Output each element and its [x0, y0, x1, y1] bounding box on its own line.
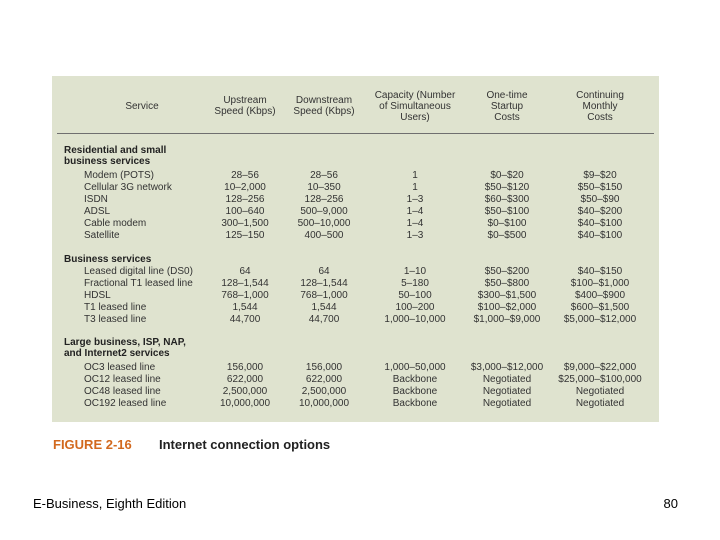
- table-cell: 622,000: [305, 374, 343, 385]
- table-row: [52, 374, 659, 386]
- table-row: [52, 170, 659, 182]
- table-cell: T1 leased line: [84, 302, 147, 313]
- table-cell: OC48 leased line: [84, 386, 161, 397]
- table-cell: T3 leased line: [84, 314, 147, 325]
- table-cell: 5–180: [401, 278, 429, 289]
- table-cell: 64: [239, 266, 251, 277]
- table-cell: 1,544: [311, 302, 337, 313]
- table-cell: 50–100: [398, 290, 432, 301]
- table-cell: 2,500,000: [301, 386, 347, 397]
- group-title: Business services: [64, 254, 152, 265]
- table-cell: 1,000–10,000: [384, 314, 446, 325]
- table-cell: Backbone: [392, 374, 438, 385]
- connection-options-table: [52, 76, 659, 422]
- col-head-upstream-label: Upstream Speed (Kbps): [214, 95, 276, 117]
- table-cell: 100–200: [395, 302, 435, 313]
- page-number: 80: [663, 496, 678, 511]
- table-cell: 156,000: [305, 362, 343, 373]
- table-cell: 28–56: [231, 170, 259, 181]
- table-cell: 44,700: [308, 314, 340, 325]
- table-cell: 100–640: [225, 206, 265, 217]
- table-cell: $50–$200: [484, 266, 530, 277]
- table-cell: 400–500: [304, 230, 344, 241]
- table-cell: $300–$1,500: [477, 290, 537, 301]
- table-cell: $25,000–$100,000: [558, 374, 642, 385]
- table-cell: $50–$150: [577, 182, 623, 193]
- col-head-monthly: [560, 86, 640, 126]
- table-cell: $9,000–$22,000: [563, 362, 637, 373]
- table-cell: $50–$800: [484, 278, 530, 289]
- table-cell: Negotiated: [482, 398, 532, 409]
- table-row: [52, 230, 659, 242]
- table-row: [52, 314, 659, 326]
- table-cell: $0–$20: [490, 170, 524, 181]
- table-cell: 1: [412, 170, 418, 181]
- col-head-service-label: Service: [125, 100, 159, 112]
- table-cell: 10,000,000: [219, 398, 271, 409]
- table-cell: Cable modem: [84, 218, 147, 229]
- header-divider: [57, 133, 654, 134]
- table-cell: Satellite: [84, 230, 120, 241]
- table-row: [52, 398, 659, 410]
- table-cell: 1–4: [406, 218, 424, 229]
- table-cell: $1,000–$9,000: [473, 314, 541, 325]
- table-cell: $40–$100: [577, 230, 623, 241]
- col-head-monthly-label: Continuing Monthly Costs: [576, 89, 624, 123]
- table-cell: Leased digital line (DS0): [84, 266, 193, 277]
- table-cell: Modem (POTS): [84, 170, 155, 181]
- col-head-downstream-label: Downstream Speed (Kbps): [293, 95, 355, 117]
- table-row: [52, 290, 659, 302]
- table-cell: Fractional T1 leased line: [84, 278, 193, 289]
- table-row: [52, 278, 659, 290]
- table-cell: 44,700: [229, 314, 261, 325]
- table-cell: Backbone: [392, 398, 438, 409]
- table-cell: 10,000,000: [298, 398, 350, 409]
- table-cell: $9–$20: [583, 170, 617, 181]
- table-cell: 1–10: [403, 266, 427, 277]
- table-cell: ISDN: [84, 194, 108, 205]
- col-head-startup-label: One-time Startup Costs: [486, 89, 528, 123]
- table-cell: $0–$100: [487, 218, 527, 229]
- table-cell: 500–9,000: [300, 206, 348, 217]
- table-cell: 28–56: [310, 170, 338, 181]
- table-cell: Negotiated: [482, 374, 532, 385]
- table-cell: $50–$100: [484, 206, 530, 217]
- table-cell: HDSL: [84, 290, 111, 301]
- table-cell: $50–$120: [484, 182, 530, 193]
- table-cell: $400–$900: [574, 290, 626, 301]
- table-cell: 10–2,000: [224, 182, 266, 193]
- table-cell: $60–$300: [484, 194, 530, 205]
- table-cell: 1–4: [406, 206, 424, 217]
- table-cell: 1–3: [406, 194, 424, 205]
- table-cell: 128–256: [225, 194, 265, 205]
- table-row: [52, 266, 659, 278]
- table-cell: 1–3: [406, 230, 424, 241]
- table-cell: Negotiated: [575, 398, 625, 409]
- table-cell: $100–$1,000: [570, 278, 630, 289]
- table-cell: 300–1,500: [221, 218, 269, 229]
- table-cell: 64: [318, 266, 330, 277]
- table-cell: $40–$150: [577, 266, 623, 277]
- table-cell: 1,544: [232, 302, 258, 313]
- table-cell: 2,500,000: [222, 386, 268, 397]
- table-row: [52, 194, 659, 206]
- table-cell: OC3 leased line: [84, 362, 156, 373]
- table-cell: 622,000: [226, 374, 264, 385]
- figure-number: FIGURE 2-16: [53, 437, 132, 452]
- table-cell: $5,000–$12,000: [563, 314, 637, 325]
- table-cell: OC192 leased line: [84, 398, 167, 409]
- table-cell: 1: [412, 182, 418, 193]
- table-row: [52, 182, 659, 194]
- group-title: Residential and small business services: [64, 145, 167, 167]
- table-cell: $0–$500: [487, 230, 527, 241]
- table-row: [52, 386, 659, 398]
- table-cell: $600–$1,500: [570, 302, 630, 313]
- table-cell: Cellular 3G network: [84, 182, 172, 193]
- table-cell: $40–$200: [577, 206, 623, 217]
- table-cell: $40–$100: [577, 218, 623, 229]
- table-cell: $100–$2,000: [477, 302, 537, 313]
- table-cell: 128–1,544: [221, 278, 269, 289]
- table-cell: $3,000–$12,000: [470, 362, 544, 373]
- table-row: [52, 206, 659, 218]
- table-cell: ADSL: [84, 206, 111, 217]
- col-head-capacity: [367, 86, 463, 126]
- table-row: [52, 362, 659, 374]
- table-cell: $50–$90: [580, 194, 620, 205]
- table-cell: 1,000–50,000: [384, 362, 446, 373]
- table-cell: 10–350: [307, 182, 341, 193]
- col-head-upstream: [207, 86, 283, 126]
- table-cell: 128–1,544: [300, 278, 348, 289]
- table-row: [52, 218, 659, 230]
- group-title: Large business, ISP, NAP, and Internet2 services: [64, 337, 186, 359]
- table-cell: OC12 leased line: [84, 374, 161, 385]
- col-head-downstream: [286, 86, 362, 126]
- table-cell: 156,000: [226, 362, 264, 373]
- figure-title: Internet connection options: [159, 437, 331, 452]
- footer-book-title: E-Business, Eighth Edition: [33, 496, 187, 511]
- table-cell: 128–256: [304, 194, 344, 205]
- col-head-capacity-label: Capacity (Number of Simultaneous Users): [374, 89, 456, 123]
- table-cell: 768–1,000: [221, 290, 269, 301]
- col-head-startup: [467, 86, 547, 126]
- table-cell: Negotiated: [482, 386, 532, 397]
- table-cell: 125–150: [225, 230, 265, 241]
- col-head-service: [107, 86, 177, 126]
- table-cell: 500–10,000: [297, 218, 351, 229]
- table-cell: 768–1,000: [300, 290, 348, 301]
- table-cell: Backbone: [392, 386, 438, 397]
- table-cell: Negotiated: [575, 386, 625, 397]
- table-row: [52, 302, 659, 314]
